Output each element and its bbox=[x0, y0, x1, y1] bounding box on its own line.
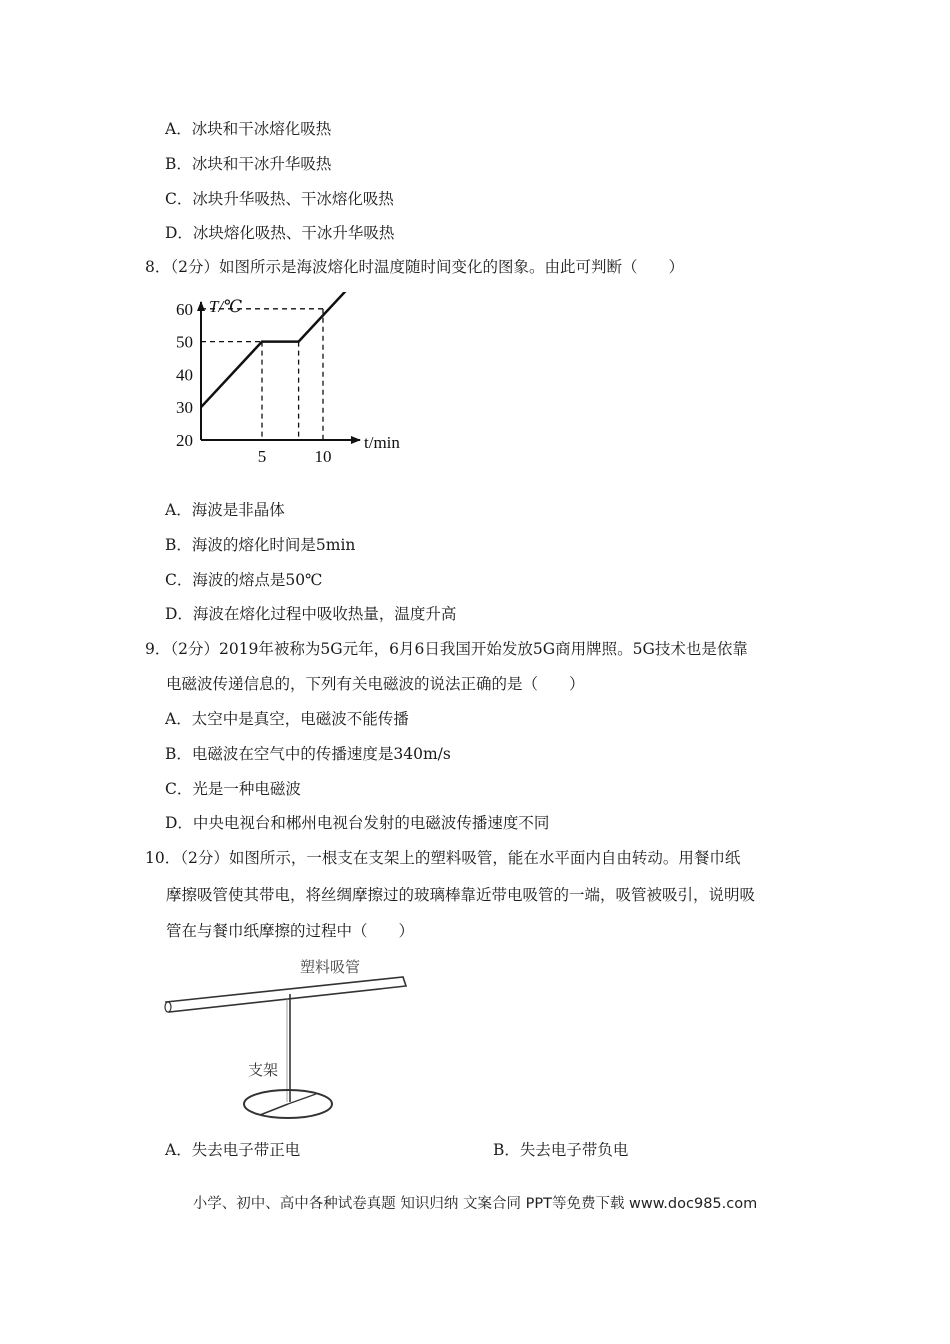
page-footer: 小学、初中、高中各种试卷真题 知识归纳 文案合同 PPT等免费下载 www.doc985.com bbox=[192, 1196, 758, 1212]
x-tick-label: 10 bbox=[314, 447, 332, 466]
straw-label: 塑料吸管 bbox=[300, 960, 361, 976]
x-tick-label: 5 bbox=[257, 447, 267, 466]
plastic-straw bbox=[166, 977, 406, 1012]
y-tick-label: 50 bbox=[176, 332, 193, 352]
q8-option-d: D．海波在熔化过程中吸收热量，温度升高 bbox=[165, 605, 457, 623]
y-tick-label: 30 bbox=[176, 398, 193, 418]
x-axis-label: t/min bbox=[364, 433, 400, 452]
q7-option-c: C．冰块升华吸热、干冰熔化吸热 bbox=[165, 190, 394, 208]
q10-stem-line-3: 管在与餐巾纸摩擦的过程中（ ） bbox=[166, 922, 415, 940]
y-tick-label: 20 bbox=[176, 431, 193, 450]
q9-option-a: A．太空中是真空，电磁波不能传播 bbox=[165, 710, 409, 728]
q10-stem-line-2: 摩擦吸管使其带电，将丝绸摩擦过的玻璃棒靠近带电吸管的一端，吸管被吸引，说明吸 bbox=[166, 886, 756, 904]
q7-option-d: D．冰块熔化吸热、干冰升华吸热 bbox=[165, 224, 395, 242]
q9-option-d: D．中央电视台和郴州电视台发射的电磁波传播速度不同 bbox=[165, 814, 550, 832]
q9-stem-line-2: 电磁波传递信息的，下列有关电磁波的说法正确的是（ ） bbox=[166, 675, 585, 693]
q8-option-c: C．海波的熔点是50℃ bbox=[165, 571, 323, 589]
q10-stem-line-1: 10．（2分）如图所示，一根支在支架上的塑料吸管，能在水平面内自由转动。用餐巾纸 bbox=[145, 849, 741, 867]
melting-curve-chart bbox=[165, 292, 420, 470]
q9-option-b: B．电磁波在空气中的传播速度是340m/s bbox=[165, 745, 451, 763]
q7-option-a: A．冰块和干冰熔化吸热 bbox=[165, 120, 332, 138]
q8-option-b: B．海波的熔化时间是5min bbox=[165, 536, 356, 554]
q10-option-a: A．失去电子带正电 bbox=[165, 1141, 301, 1159]
q10-option-b: B．失去电子带负电 bbox=[493, 1141, 629, 1159]
q9-option-c: C．光是一种电磁波 bbox=[165, 780, 301, 798]
stand-label: 支架 bbox=[248, 1063, 279, 1079]
q8-option-a: A．海波是非晶体 bbox=[165, 501, 285, 519]
y-tick-label: 60 bbox=[176, 299, 193, 319]
y-tick-label: 40 bbox=[176, 365, 193, 385]
straw-on-stand-figure bbox=[160, 950, 420, 1125]
y-axis-label: T/℃ bbox=[209, 297, 243, 316]
q9-stem-line-1: 9．（2分）2019年被称为5G元年，6月6日我国开始发放5G商用牌照。5G技术也是依靠 bbox=[145, 640, 748, 658]
q8-stem: 8．（2分）如图所示是海波熔化时温度随时间变化的图象。由此可判断（ ） bbox=[145, 258, 684, 276]
q7-option-b: B．冰块和干冰升华吸热 bbox=[165, 155, 332, 173]
